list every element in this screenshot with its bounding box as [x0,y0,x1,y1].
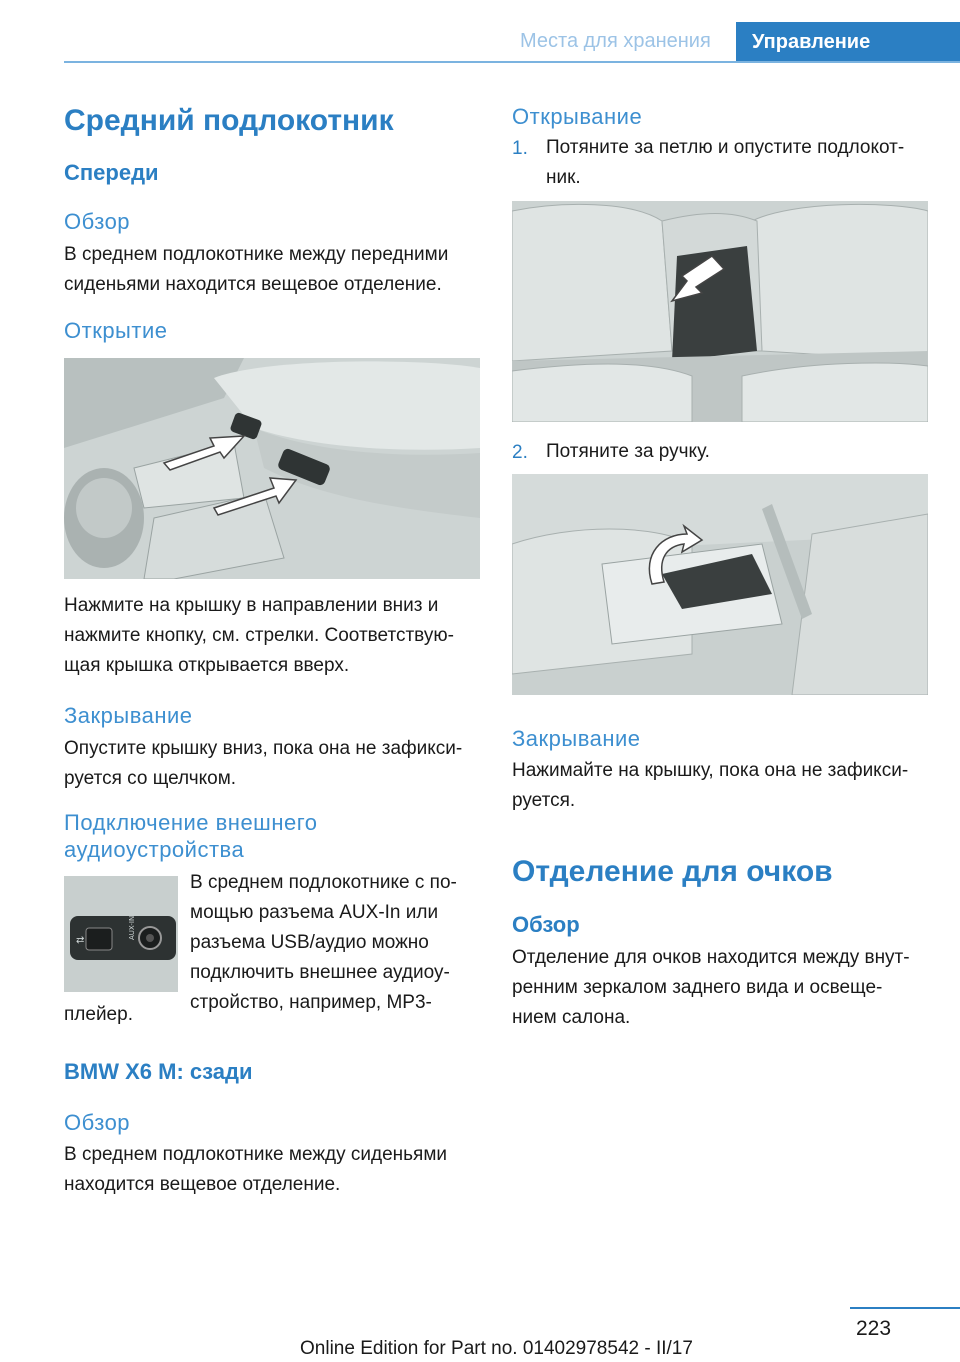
aux-usb-port-image [64,876,178,992]
svg-text:AUX-IN: AUX-IN [128,915,136,940]
glasses-overview-heading: Обзор [512,912,580,937]
closing-text-line: Опустите крышку вниз, пока она не зафикси‐ [64,738,463,759]
audio-text-line: плейер. [64,1004,133,1025]
front-heading: Спереди [64,160,159,185]
opening-heading: Открытие [64,318,168,343]
overview-heading: Обзор [64,209,131,234]
section-title: Места для хранения [520,30,711,52]
rear-closing-text-line: руется. [512,790,576,811]
rear-closing-heading: Закрывание [512,726,641,751]
step-number: 2. [512,442,528,463]
step2-text: Потяните за ручку. [546,441,710,462]
chapter-tab[interactable]: Управление [736,22,960,63]
overview-text-line: сиденьями находится вещевое отделение. [64,274,442,295]
glasses-title: Отделение для очков [512,855,833,888]
closing-heading: Закрывание [64,703,193,728]
opening-text-line: Нажмите на крышку в направлении вниз и [64,595,439,616]
audio-heading: Подключение внешнего [64,810,318,835]
opening-text-line: щая крышка открывается вверх. [64,655,350,676]
closing-text-line: руется со щелчком. [64,768,237,789]
rear-closing-text-line: Нажимайте на крышку, пока она не зафикси‐ [512,760,909,781]
step1-text-line: Потяните за петлю и опустите подлокот‐ [546,137,905,158]
glasses-text-line: нием салона. [512,1007,631,1028]
audio-text-line: мощью разъема AUX-In или [190,902,439,923]
step-number: 1. [512,138,528,159]
page-title: Средний подлокотник [64,104,394,137]
audio-text-line: разъема USB/аудио можно [190,932,429,953]
rear-heading: BMW X6 M: сзади [64,1059,253,1084]
glasses-text-line: ренним зеркалом заднего вида и освеще‐ [512,977,883,998]
edition-footer: Online Edition for Part no. 01402978542 - II/17 [300,1338,693,1359]
rear-opening-heading: Открывание [512,104,643,129]
rear-overview-text-line: находится вещевое отделение. [64,1174,341,1195]
audio-heading: аудиоустройства [64,837,245,862]
front-armrest-image [64,358,480,579]
opening-text-line: нажмите кнопку, см. стрелки. Соответствую‐ [64,625,454,646]
footer-divider [850,1307,960,1309]
step1-text-line: ник. [546,167,581,188]
rear-seat-image [512,201,928,422]
glasses-text-line: Отделение для очков находится между внут‐ [512,947,910,968]
page-number: 223 [856,1317,892,1340]
audio-text-line: стройство, например, MP3- [190,992,432,1013]
rear-overview-heading: Обзор [64,1110,131,1135]
audio-text-line: В среднем подлокотнике с по‐ [190,872,457,893]
overview-text-line: В среднем подлокотнике между передними [64,244,449,265]
header-divider [64,61,960,63]
armrest-handle-image [512,474,928,695]
audio-text-line: подключить внешнее аудиоу‐ [190,962,450,983]
rear-overview-text-line: В среднем подлокотнике между сиденьями [64,1144,448,1165]
svg-text:⇄: ⇄ [76,935,85,946]
